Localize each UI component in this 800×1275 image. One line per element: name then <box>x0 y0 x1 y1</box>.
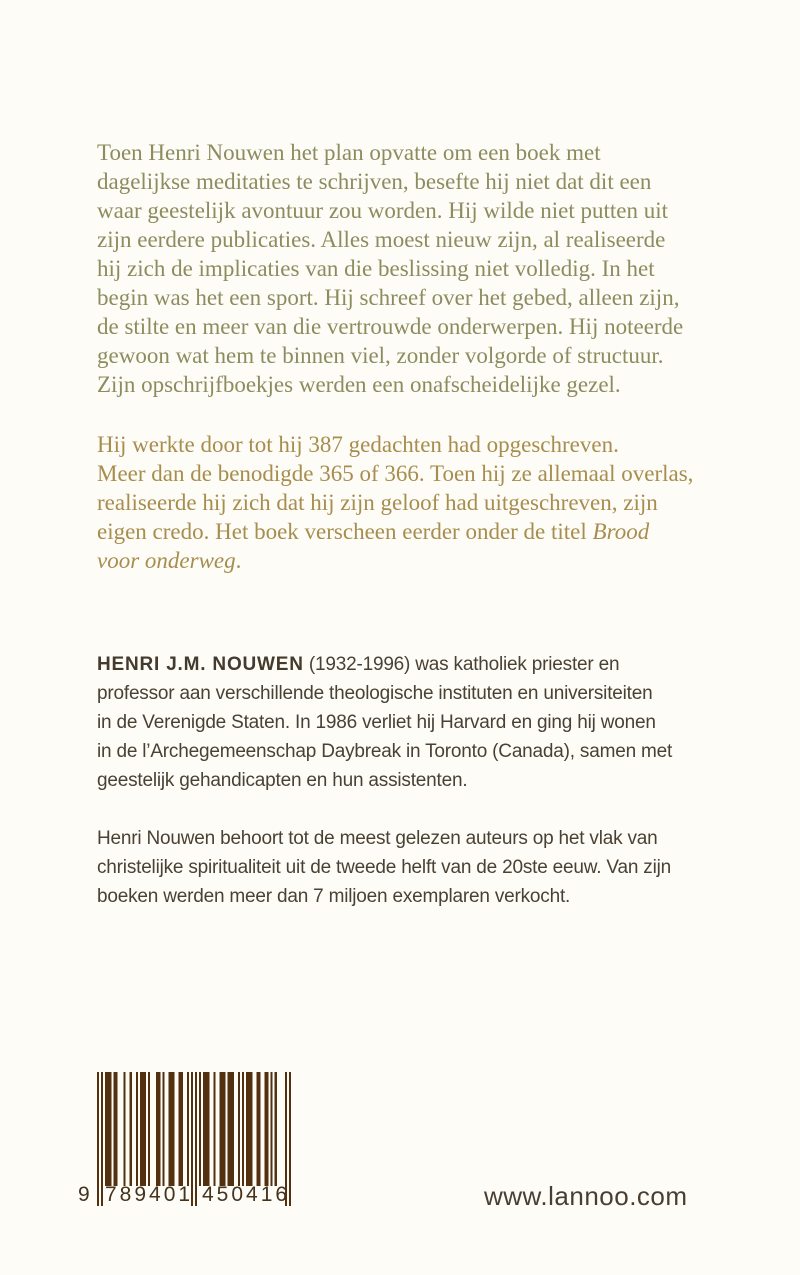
publisher-website-url: www.lannoo.com <box>484 1181 688 1211</box>
text-line <box>97 546 757 575</box>
text-line: Meer dan de benodigde 365 of 366. Toen hij ze allemaal overlas, <box>97 461 694 486</box>
text-line: in de Verenigde Staten. In 1986 verliet hij Harvard en ging hij wonen <box>97 712 656 733</box>
isbn-digit-leading: 9 <box>78 1183 90 1206</box>
author-popularity-note <box>97 824 767 911</box>
text-line <box>97 517 757 546</box>
intro-paragraph-2 <box>97 430 757 575</box>
author-bio <box>97 650 767 795</box>
text-line: christelijke spiritualiteit uit de tweede helft van de 20ste eeuw. Van zijn <box>97 857 671 878</box>
book-title-italic: Brood <box>592 519 650 544</box>
text-line: hij zich de implicaties van die beslissing niet volledig. In het <box>97 256 655 281</box>
text-line: de stilte en meer van die vertrouwde onderwerpen. Hij noteerde <box>97 314 684 339</box>
intro-paragraph-1 <box>97 138 757 399</box>
text-line: Zijn opschrijfboekjes werden een onafscheidelijke gezel. <box>97 372 621 397</box>
text-segment: eigen credo. Het boek verscheen eerder onder de titel <box>97 519 593 544</box>
text-line: begin was het een sport. Hij schreef over het gebed, alleen zijn, <box>97 285 680 310</box>
isbn-digits-group2: 450416 <box>202 1183 291 1206</box>
isbn-digits-group1: 789401 <box>105 1183 194 1206</box>
text-line: dagelijkse meditaties te schrijven, besefte hij niet dat dit een <box>97 169 652 194</box>
book-title-italic: voor onderweg <box>97 548 236 573</box>
text-line: Hij werkte door tot hij 387 gedachten had opgeschreven. <box>97 432 619 457</box>
text-line: in de l’Archegemeenschap Daybreak in Toronto (Canada), samen met <box>97 741 673 762</box>
text-line: Toen Henri Nouwen het plan opvatte om een boek met <box>97 140 601 165</box>
text-segment: . <box>235 548 242 573</box>
text-line: professor aan verschillende theologische instituten en universiteiten <box>97 683 653 704</box>
text-line: boeken werden meer dan 7 miljoen exemplaren verkocht. <box>97 886 571 907</box>
text-line <box>97 650 767 679</box>
isbn-barcode <box>78 1072 293 1212</box>
text-line: waar geestelijk avontuur zou worden. Hij wilde niet putten uit <box>97 198 669 223</box>
text-line: zijn eerdere publicaties. Alles moest nieuw zijn, al realiseerde <box>97 227 666 252</box>
text-line: realiseerde hij zich dat hij zijn geloof had uitgeschreven, zijn <box>97 490 658 515</box>
text-line: gewoon wat hem te binnen viel, zonder volgorde of structuur. <box>97 343 664 368</box>
author-dates: (1932-1996) was katholiek priester en <box>303 654 620 675</box>
text-line: Henri Nouwen behoort tot de meest gelezen auteurs op het vlak van <box>97 828 658 849</box>
author-name: HENRI J.M. NOUWEN <box>97 654 304 675</box>
text-line: geestelijk gehandicapten en hun assistenten. <box>97 770 468 791</box>
